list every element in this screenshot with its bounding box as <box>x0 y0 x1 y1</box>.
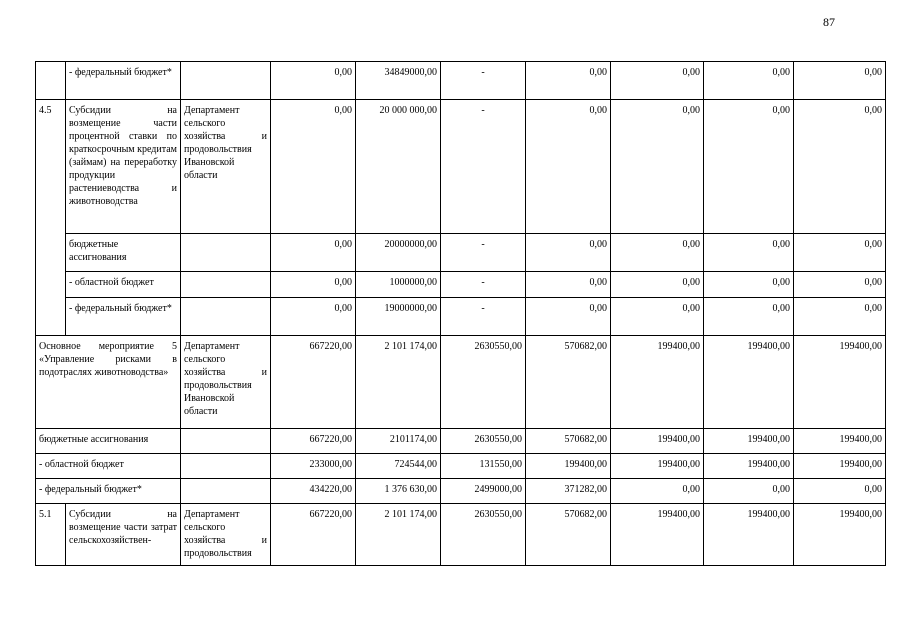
row-department <box>181 298 271 336</box>
row-label: - федеральный бюджет* <box>66 62 181 100</box>
row-value: 34849000,00 <box>356 62 441 100</box>
row-label: Субсидии на возмещение части процентной ставки по краткосрочным кредитам (займам) на переработку продукции растениеводства и животноводства <box>66 100 181 234</box>
table-row <box>36 234 886 272</box>
row-value: 570682,00 <box>526 429 611 454</box>
row-value: - <box>441 272 526 298</box>
table-row <box>36 504 886 566</box>
row-label: Субсидии на возмещение части затрат сельскохозяйствен- <box>66 504 181 566</box>
row-value: 0,00 <box>611 234 704 272</box>
row-value: 0,00 <box>526 62 611 100</box>
row-value: 0,00 <box>794 62 886 100</box>
row-value: - <box>441 62 526 100</box>
row-value: 2630550,00 <box>441 504 526 566</box>
table-row <box>36 298 886 336</box>
row-value: 0,00 <box>271 234 356 272</box>
row-value: 724544,00 <box>356 454 441 479</box>
row-value: 199400,00 <box>611 336 704 429</box>
row-value: 0,00 <box>611 100 704 234</box>
row-value: 199400,00 <box>794 429 886 454</box>
row-value: 19000000,00 <box>356 298 441 336</box>
row-value: 0,00 <box>704 479 794 504</box>
row-department <box>181 272 271 298</box>
row-value: 199400,00 <box>611 454 704 479</box>
row-value: - <box>441 298 526 336</box>
row-value: 199400,00 <box>794 454 886 479</box>
row-value: 667220,00 <box>271 504 356 566</box>
row-value: 0,00 <box>271 100 356 234</box>
row-value: 0,00 <box>526 298 611 336</box>
row-value: 434220,00 <box>271 479 356 504</box>
row-value: 199400,00 <box>794 336 886 429</box>
row-value: 0,00 <box>704 100 794 234</box>
row-index: 5.1 <box>36 504 66 566</box>
row-value: 570682,00 <box>526 504 611 566</box>
row-value: 20000000,00 <box>356 234 441 272</box>
row-index <box>36 62 66 100</box>
row-value: 2499000,00 <box>441 479 526 504</box>
row-value: 570682,00 <box>526 336 611 429</box>
row-label: Основное мероприятие 5 «Управление рисками в подотраслях животноводства» <box>36 336 181 429</box>
row-value: 2 101 174,00 <box>356 504 441 566</box>
page-number: 87 <box>823 15 835 29</box>
row-value: 199400,00 <box>794 504 886 566</box>
budget-table <box>35 61 886 566</box>
row-value: 0,00 <box>611 479 704 504</box>
table-row <box>36 62 886 100</box>
row-value: 20 000 000,00 <box>356 100 441 234</box>
row-value: 371282,00 <box>526 479 611 504</box>
row-value: 199400,00 <box>611 429 704 454</box>
row-value: 0,00 <box>611 272 704 298</box>
row-value: 0,00 <box>704 272 794 298</box>
row-value: 199400,00 <box>611 504 704 566</box>
row-value: 131550,00 <box>441 454 526 479</box>
row-label: - федеральный бюджет* <box>36 479 181 504</box>
row-label: - областной бюджет <box>36 454 181 479</box>
row-value: 0,00 <box>271 62 356 100</box>
row-value: 0,00 <box>794 298 886 336</box>
row-value: 0,00 <box>526 100 611 234</box>
row-value: 199400,00 <box>704 504 794 566</box>
row-value: 667220,00 <box>271 336 356 429</box>
row-value: 2630550,00 <box>441 429 526 454</box>
row-department: Департамент сельского хозяйства и продовольствия <box>181 504 271 566</box>
table-row <box>36 336 886 429</box>
row-value: 0,00 <box>611 62 704 100</box>
row-value: 1 376 630,00 <box>356 479 441 504</box>
row-value: - <box>441 100 526 234</box>
row-value: 1000000,00 <box>356 272 441 298</box>
table-row <box>36 454 886 479</box>
row-value: 199400,00 <box>704 429 794 454</box>
row-value: 0,00 <box>704 234 794 272</box>
row-value: 0,00 <box>526 272 611 298</box>
row-value: 0,00 <box>794 272 886 298</box>
table-row <box>36 100 886 234</box>
row-value: 233000,00 <box>271 454 356 479</box>
row-value: 0,00 <box>271 298 356 336</box>
row-label: - областной бюджет <box>66 272 181 298</box>
row-department: Департамент сельского хозяйства и продовольствия Ивановской области <box>181 336 271 429</box>
row-value: 0,00 <box>794 234 886 272</box>
row-value: 0,00 <box>526 234 611 272</box>
row-label: - федеральный бюджет* <box>66 298 181 336</box>
table-row <box>36 272 886 298</box>
table-row <box>36 479 886 504</box>
row-index: 4.5 <box>36 100 66 336</box>
row-value: 0,00 <box>271 272 356 298</box>
row-department <box>181 479 271 504</box>
row-value: 199400,00 <box>704 454 794 479</box>
row-department <box>181 234 271 272</box>
row-value: 0,00 <box>704 62 794 100</box>
row-value: 199400,00 <box>526 454 611 479</box>
row-value: 0,00 <box>611 298 704 336</box>
row-value: 2101174,00 <box>356 429 441 454</box>
row-value: 2 101 174,00 <box>356 336 441 429</box>
row-value: 2630550,00 <box>441 336 526 429</box>
row-label: бюджетные ассигнования <box>36 429 181 454</box>
row-department <box>181 62 271 100</box>
row-department: Департамент сельского хозяйства и продовольствия Ивановской области <box>181 100 271 234</box>
row-department <box>181 429 271 454</box>
row-value: 667220,00 <box>271 429 356 454</box>
row-value: - <box>441 234 526 272</box>
row-value: 0,00 <box>794 100 886 234</box>
table-row <box>36 429 886 454</box>
row-label: бюджетные ассигнования <box>66 234 181 272</box>
row-value: 199400,00 <box>704 336 794 429</box>
row-value: 0,00 <box>704 298 794 336</box>
row-value: 0,00 <box>794 479 886 504</box>
row-department <box>181 454 271 479</box>
